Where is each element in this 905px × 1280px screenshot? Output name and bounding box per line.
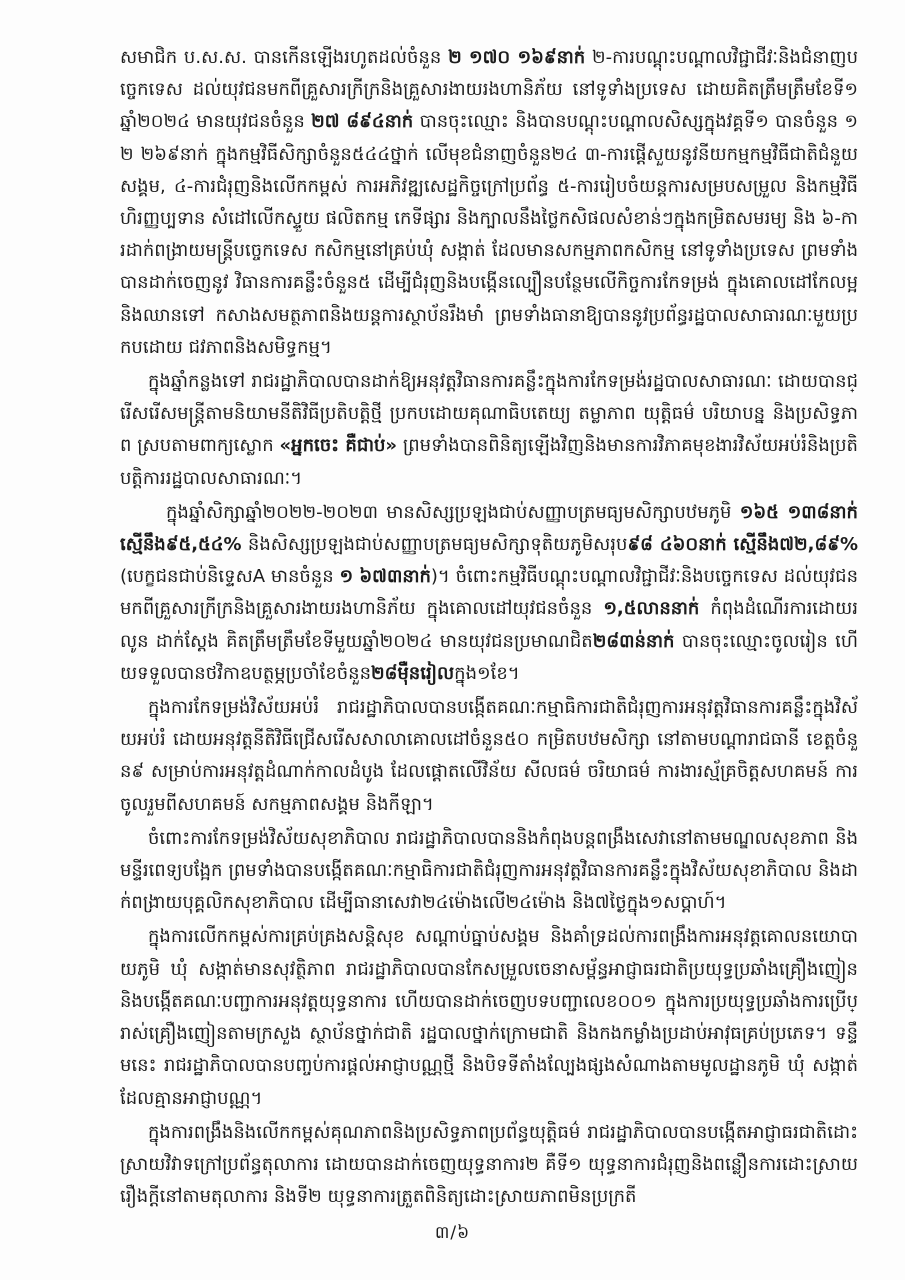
bold-text: ២៨ម៉ឺនរៀល xyxy=(371,662,455,684)
body-text: ក្នុងការពង្រឹងនិងលើកកម្ពស់គុណភាពនិងប្រសិទ្ធភាពប្រព័ន្ធយុត្តិធម៌ រាជរដ្ឋាភិបាលបានបង្កើតអាជ្ញាធរជាតិដោះស្រាយវិវាទក្រៅប្រព័ន្ធតុលាការ ដោយបានដាក់ចេញយុទ្ធនាការ២ គឺទី១ យុទ្ធនាការជំរុញនិងពន្លឿនការដោះស្រាយរឿងក្តីនៅតាមតុលាការ និងទី២ យុទ្ធនាការត្រួតពិនិត្យដោះស្រាយភាពមិនប្រក្រតី xyxy=(120,1121,858,1208)
paragraph-4 xyxy=(120,692,858,821)
page-number: ៣/៦ xyxy=(434,1223,471,1243)
body-text: (បេក្ខជនជាប់និទ្ទេសA មានចំនួន xyxy=(120,566,340,588)
bold-text: «អ្នកចេះ គឺជាប់» xyxy=(279,435,398,457)
body-text: បានចុះឈ្មោះចូលរៀន ហើយទទួលបានថវិកាឧបត្ថម្ភប្រចាំខែចំនួន xyxy=(120,630,859,684)
body-text: ព្រមទាំងបានពិនិត្យឡើងវិញនិងមានការវិភាគមុខងារវិស័យអប់រំនិងប្រតិបត្តិការរដ្ឋបាលសាធារណៈ។ xyxy=(120,435,858,489)
paragraph-1 xyxy=(120,42,858,364)
paragraph-3 xyxy=(120,497,858,690)
bold-text: ២៨៣ន់នាក់ xyxy=(592,630,675,652)
body-text: ក្នុងឆ្នាំសិក្សាឆ្នាំ២០២២-២០២៣ មានសិស្សប្រឡងជាប់សញ្ញាបត្រមធ្យមសិក្សាបឋមភូមិ xyxy=(166,501,740,523)
bold-text: ២៧ ៨៩៤នាក់ xyxy=(311,111,414,133)
paragraph-7 xyxy=(120,1117,858,1214)
paragraph-6 xyxy=(120,921,858,1114)
body-text: ក្នុងការកែទម្រង់វិស័យអប់រំ រាជរដ្ឋាភិបាលបានបង្កើតគណៈកម្មាធិការជាតិជំរុញការអនុវត្តវិធានការគន្លឹះក្នុងវិស័យអប់រំ ដោយអនុវត្តនីតិវិធីជ្រើសរើសសាលាគោលដៅចំនួន៥០ កម្រិតបឋមសិក្សា នៅតាមបណ្តារាជធានី ខេត្តចំនួន៩ សម្រាប់ការអនុវត្តដំណាក់កាលដំបូង ដែលផ្តោតលើវិន័យ សីលធម៌ ចរិយាធម៌ ការងារស្ម័គ្រចិត្តសហគមន៍ ការចូលរួមពីសហគមន៍ សកម្មភាពសង្គម និងកីឡា។ xyxy=(120,697,858,815)
bold-text: ១ ៦៧៣នាក់ xyxy=(339,566,431,588)
bold-text: ១,៥លាននាក់ xyxy=(603,598,700,620)
body-text: សមាជិក ប.ស.ស. បានកើនឡើងរហូតដល់ចំនួន xyxy=(120,47,449,68)
document-body xyxy=(120,42,858,1215)
body-text: និងសិស្សប្រឡងជាប់សញ្ញាបត្រមធ្យមសិក្សាទុតិយភូមិសរុប xyxy=(241,534,628,556)
bold-text: ១៦៥ ១៣៨នាក់ ស្មើនឹង៩៥,៥៤% xyxy=(120,501,858,556)
body-text: ក្នុងការលើកកម្ពស់ការគ្រប់គ្រងសន្តិសុខ សណ្តាប់ធ្នាប់សង្គម និងគាំទ្រដល់ការពង្រឹងការអនុវត្តគោលនយោបាយភូមិ ឃុំ សង្កាត់មានសុវត្ថិភាព រាជរដ្ឋាភិបាលបានកែសម្រួលចេនាសម្ព័ន្ធអាជ្ញាធរជាតិប្រយុទ្ធប្រឆាំងគ្រឿងញៀន និងបង្កើតគណៈបញ្ជាការអនុវត្តយុទ្ធនាការ ហើយបានដាក់ចេញបទបញ្ជាលេខ០០១ ក្នុងការប្រយុទ្ធប្រឆាំងការប្រើប្រាស់គ្រឿងញៀនតាមក្រសួង ស្ថាប័នថ្នាក់ជាតិ រដ្ឋបាលថ្នាក់ក្រោមជាតិ និងកងកម្លាំងប្រដាប់អាវុធគ្រប់ប្រភេទ។ ទន្ទឹមនេះ រាជរដ្ឋាភិបាលបានបញ្ចប់ការផ្តល់អាជ្ញាបណ្ណថ្មី និងបិទទីតាំងល្បែងផ្សងសំណាងតាមមូលដ្ឋានភូមិ ឃុំ សង្កាត់ ដែលគ្មានអាជ្ញាបណ្ណ។ xyxy=(120,926,858,1109)
body-text: បានចុះឈ្មោះ និងបានបណ្តុះបណ្តាលសិស្សក្នុងវគ្គទី១ បានចំនួន ១២ ២៦៩នាក់ ក្នុងកម្មវិធីសិក្សាចំនួន៥៤៤ថ្នាក់ លើមុខជំនាញចំនួន២៤ ៣-ការផ្ដើសួយនូវនីយកម្មកម្មវិធីជាតិជំនួយសង្គម, ៤-ការជំរុញនិងលើកកម្ពស់ ការអភិវឌ្ឍសេដ្ឋកិច្ចក្រៅប្រព័ន្ធ ៥-ការរៀបចំយន្តការសម្របសម្រួល និងកម្មវិធីហិរញ្ញប្បទាន សំដៅលើកស្ទួយ ផលិតកម្ម កេទីផ្សារ និងក្បាលនឹងថ្លៃកសិផលសំខាន់ៗក្នុងកម្រិតសមរម្យ និង ៦-ការដាក់ពង្រាយមន្រ្តីបច្ចេកទេស កសិកម្មនៅគ្រប់ឃុំ សង្កាត់ ដែលមានសកម្មភាពកសិកម្ម នៅទូទាំងប្រទេស ព្រមទាំងបានដាក់ចេញនូវ វិធានការគន្លឹះចំនួន៥ ដើម្បីជំរុញនិងបង្កើនល្បឿនបន្ថែមលើកិច្ចការកែទម្រង់ ក្នុងគោលដៅកែលម្អ និងឈានទៅ កសាងសមត្ថភាពនិងយន្តការស្ថាប័នរឹងមាំ ព្រមទាំងធានាឱ្យបាននូវប្រព័ន្ធរដ្ឋបាលសាធារណៈមួយប្រកបដោយ ជវភាពនិងសមិទ្ធកម្ម។ xyxy=(120,111,858,358)
body-text: ចំពោះការកែទម្រង់វិស័យសុខាភិបាល រាជរដ្ឋាភិបាលបាននិងកំពុងបន្តពង្រឹងសេវានៅតាមមណ្ឌលសុខភាព និងមន្ទីរពេទ្យបង្អែក ព្រមទាំងបានបង្កើតគណៈកម្មាធិការជាតិជំរុញការអនុវត្តវិធានការគន្លឹះក្នុងវិស័យសុខាភិបាល និងដាក់ពង្រាយបុគ្គលិកសុខាភិបាល ដើម្បីធានាសេវា២៤ម៉ោងលើ២៤ម៉ោង និង៧ថ្ងៃក្នុង១សប្តាហ៍។ xyxy=(120,827,858,914)
paragraph-2 xyxy=(120,366,858,495)
paragraph-5 xyxy=(120,823,858,920)
body-text: )។ ចំពោះកម្មវិធីបណ្តុះបណ្តាលវិជ្ជាជីវៈនិងបច្ចេកទេស ដល់យុវជនមកពីគ្រួសារក្រីក្រនិងគ្រួសារងាយរងហានិភ័យ ក្នុងគោលដៅយុវជនចំនួន xyxy=(120,566,858,620)
bold-text: ៩៨ ៤៦០នាក់ ស្មើនឹង៧២,៨៩% xyxy=(627,534,858,556)
body-text: ក្នុងឆ្នាំកន្លងទៅ រាជរដ្ឋាភិបាលបានដាក់ឱ្យអនុវត្តវិធានការគន្លឹះក្នុងការកែទម្រង់រដ្ឋបាលសាធារណៈ ដោយបានជ្រើសរើសមន្ត្រីតាមនិយាមនីតិវិធីប្រតិបត្តិថ្មី ប្រកបដោយគុណាធិបតេយ្យ តម្លាភាព យុត្តិធម៌ បរិយាបន្ន និងប្រសិទ្ធភាព ស្របតាមពាក្យស្លោក xyxy=(120,371,858,457)
bold-text: ២ ១៧០ ១៦៩នាក់ xyxy=(448,47,586,68)
body-text: ក្នុង១ខែ។ xyxy=(454,662,520,684)
body-text: កំពុងដំណើរការដោយរលូន ដាក់ស្តែង គិតត្រឹមត្រឹមខែទីមួយឆ្នាំ២០២៤ មានយុវជនប្រមាណជិត xyxy=(120,598,858,652)
body-text: ២-ការបណ្តុះបណ្តាលវិជ្ជាជីវៈនិងជំនាញបច្ចេកទេស ដល់យុវជនមកពីគ្រួសារក្រីក្រនិងគ្រួសារងាយរងហានិភ័យ នៅទូទាំងប្រទេស ដោយគិតត្រឹមត្រឹមខែទី១ ឆ្នាំ២០២៤ មានយុវជនចំនួន xyxy=(120,47,859,133)
